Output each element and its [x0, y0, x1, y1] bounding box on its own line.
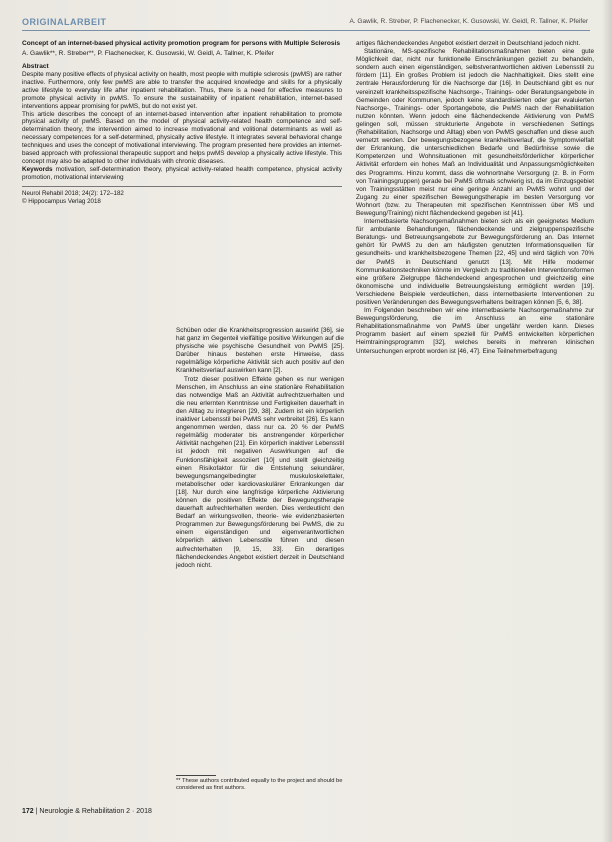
- article-authors: A. Gawlik**, R. Streber**, P. Flachenecker, K. Gusowski, W. Geidl, A. Tallner, K. Pfeifer: [22, 50, 274, 57]
- body-paragraph: Internetbasierte Nachsorgemaßnahmen bieten sich als ein geeignetes Medium für ambulante Behandlungen, flächendeckende und zielgruppenspezifische Beratungs- und Betreuungsangebote zur Bewegungsförderung an. Das Internet gehört für PwMS zu den am häufigsten genutzten Informationsquellen für gesundheits- und krankheitsbezogene Themen [22, 45] und wird täglich von 70% der PwMS in Deutschland genutzt [13]. Mit Hilfe moderner Kommunikationstechniken könnte im Vergleich zu traditionellen Interventionsformen eine größere Zielgruppe flächendeckend angesprochen und gleichzeitig eine ökonomische und individuelle Betreuungsleistung ermöglicht werden [19]. Verschiedene Beispiele verdeutlichen, dass internetbasierte Interventionen zu positiven Veränderungen des Bewegungsverhaltens beitragen können [5, 6, 38].: [356, 218, 594, 306]
- page-footer: [22, 808, 152, 815]
- abstract-text: [22, 71, 342, 182]
- body-paragraph: Schüben oder die Krankheitsprogression auswirkt [36], sie hat ganz im Gegenteil vielfältige positive Wirkungen auf die physische wie psychische Gesundheit von PwMS [25]. Darüber hinaus bestehen erste Hinweise, dass regelmäßige körperliche Aktivität sich auch positiv auf den Krankheitsverlauf auswirken kann [2].: [176, 327, 344, 375]
- article-title: Concept of an internet-based physical activity promotion program for persons with Multiple Sclerosis: [22, 40, 341, 47]
- keywords: [22, 166, 342, 182]
- section-label: ORIGINALARBEIT: [22, 17, 107, 27]
- abstract-paragraph: This article describes the concept of an internet-based intervention after inpatient rehabilitation to promote physical activity of pwMS. Based on the model of physical activity-related health competence and self-determination theory, the intervention aimed to increase motivational and volitional determinants as well as necessary competences for a self-determined, physically active lifestyle. It integrates several behavioral change techniques and uses the concept of motivational interviewing. The program presented here provides an internet-based approach with professional therapeutic support and helps pwMS develop a physically active lifestyle. This concept may also be adapted to other individuals with chronic diseases.: [22, 110, 342, 165]
- abstract-block: [22, 40, 342, 206]
- footnote-divider: [176, 775, 216, 776]
- page-number: 172: [22, 808, 34, 815]
- body-paragraph: Trotz dieser positiven Effekte gehen es nur wenigen Menschen, im Anschluss an eine stationäre Rehabilitation das notwendige Maß an Aktivität aufrechtzuerhalten und die neu erlernten Kenntnisse und Fertigkeiten dauerhaft in den Alltag zu integrieren [29, 38]. Zudem ist ein körperlich inaktiver Lebensstil bei PwMS sehr verbreitet [26]. Es kann angenommen werden, dass nur ca. 20 % der PwMS regelmäßig moderater bis anstrengender körperlicher Aktivität nachgehen [21]. Ein körperlich inaktiver Lebensstil ist jedoch mit negativen Auswirkungen auf die Funktionsfähigkeit assoziiert [10] und stellt gleichzeitig einen Risikofaktor für die Entstehung sekundärer, bewegungsmangelbedingter muskuloskelettaler, metabolischer oder kardiovaskulärer Erkrankungen dar [18]. Nur durch eine langfristige körperliche Aktivierung können die positiven Effekte der Bewegungstherapie dauerhaft aufrechterhalten werden. Dies verdeutlicht den Bedarf an wirkungsvollen, theorie- wie evidenzbasierten Programmen zur Bewegungsförderung bei PwMS, die zu einem eigenständigen und eigenverantwortlichen körperlich aktiven Lebensstile führen und diesen aufrechterhalten [9, 15, 33]. Ein derartiges flächendeckendes Angebot existiert derzeit in Deutschland jedoch nicht.: [176, 375, 344, 569]
- keywords-label: Keywords: [22, 165, 53, 173]
- copyright-line: © Hippocampus Verlag 2018: [22, 197, 101, 205]
- abstract-paragraph: Despite many positive effects of physical activity on health, most people with multiple sclerosis (pwMS) are rather inactive. Furthermore, only few pwMS are able to transfer the acquired knowledge and skills for a physically active lifestyle to everyday life after inpatient rehabilitation. Thus, there is a need for effective measures to promote physical activity in pwMS. To ensure the sustainability of inpatient rehabilitation, internet-based interventions appear promising for pwMS, but do not exist yet.: [22, 71, 342, 110]
- abstract-heading: Abstract: [22, 63, 49, 70]
- body-paragraph: Stationäre, MS-spezifische Rehabilitationsmaßnahmen bieten eine gute Möglichkeit dar, nicht nur funktionelle Einschränkungen gezielt zu behandeln, sondern auch einen eigenständigen, selbstverantwortlichen aktiven Lebensstil zu fördern [11]. Ein großes Problem ist jedoch die Nachhaltigkeit. Dies stellt eine zentrale Herausforderung für die Nachsorge dar [16]. In Deutschland gibt es nur vereinzelt krankheitsspezifische Nachsorge-, Trainings- oder Beratungsangebote in Gemeinden oder Kommunen, jedoch keine standardisierten oder gar evaluierten Nachsorge-, Trainings- oder Sportangebote, die PwMS nach der Rehabilitation nutzen könnten. Wenn jedoch eine flächendeckende Aktivierung von PwMS gelingen soll, müssen strukturierte Angebote in verschiedenen Settings (Rehabilitation, Nachsorge und Alltag) eben von PwMS geschaffen und diese auch vernetzt werden. Der bewegungsbezogene krankheitsverlauf, die Symptomvielfalt der Erkrankung, die unterschiedlichen Bedarfe und Bedürfnisse sowie die Kompetenzen und Wohnsituationen mit gesundheitsförderlicher körperlicher Aktivität erfordern ein hohes Maß an Individualität und Anpassungsmöglichkeiten des Programms. Hinzu kommt, dass die wohnortnahe Versorgung (z. B. in Form von Trainingsgruppen) gerade bei PwMS oftmals schwierig ist, da im Einzugsgebiet von Trainingsstätten meist nur eine geringe Anzahl an PwMS wohnt und der Zugang zu einer spezifischen Bewegungstherapie im besten Versorgung vor Wohnort (bzw. zu Therapeuten mit spezifischen Kenntnissen über MS und Bewegung/Training) nicht flächendeckend gegeben ist [41].: [356, 48, 594, 217]
- abstract-divider: [22, 186, 342, 187]
- page-edge-shadow: [602, 0, 612, 842]
- body-column-right: [356, 40, 594, 356]
- body-paragraph: Im Folgenden beschreiben wir eine internetbasierte Nachsorgemaßnahme zur Bewegungsförderung, die im Anschluss an eine stationäre Rehabilitationsmaßnahme von PwMS über ungefähr werden kann. Dieses Programm basiert auf einem speziell für PwMS entwickelten körperlichen Heimtrainingsprogramm [32], welches bereits in mehreren klinischen Untersuchungen erprobt worden ist [46, 47]. Eine Teilnehmerbefragung: [356, 307, 594, 355]
- header-divider: [22, 30, 590, 31]
- journal-name: | Neurologie & Rehabilitation 2 · 2018: [35, 808, 152, 815]
- body-paragraph: artiges flächendeckendes Angebot existiert derzeit in Deutschland jedoch nicht.: [356, 40, 581, 47]
- footnote: ** These authors contributed equally to the project and should be considered as first authors.: [176, 778, 343, 791]
- citation-line: Neurol Rehabil 2018; 24(2): 172–182: [22, 189, 124, 197]
- publication-info: [22, 190, 342, 206]
- keywords-text: motivation, self-determination theory, physical activity-related health competence, physical activity promotion, motivational interviewing: [22, 165, 342, 181]
- body-column-left: [176, 327, 344, 570]
- running-header-authors: A. Gawlik, R. Streber, P. Flachenecker, K. Gusowski, W. Geidl, R. Tallner, K. Pfeifer: [349, 18, 588, 25]
